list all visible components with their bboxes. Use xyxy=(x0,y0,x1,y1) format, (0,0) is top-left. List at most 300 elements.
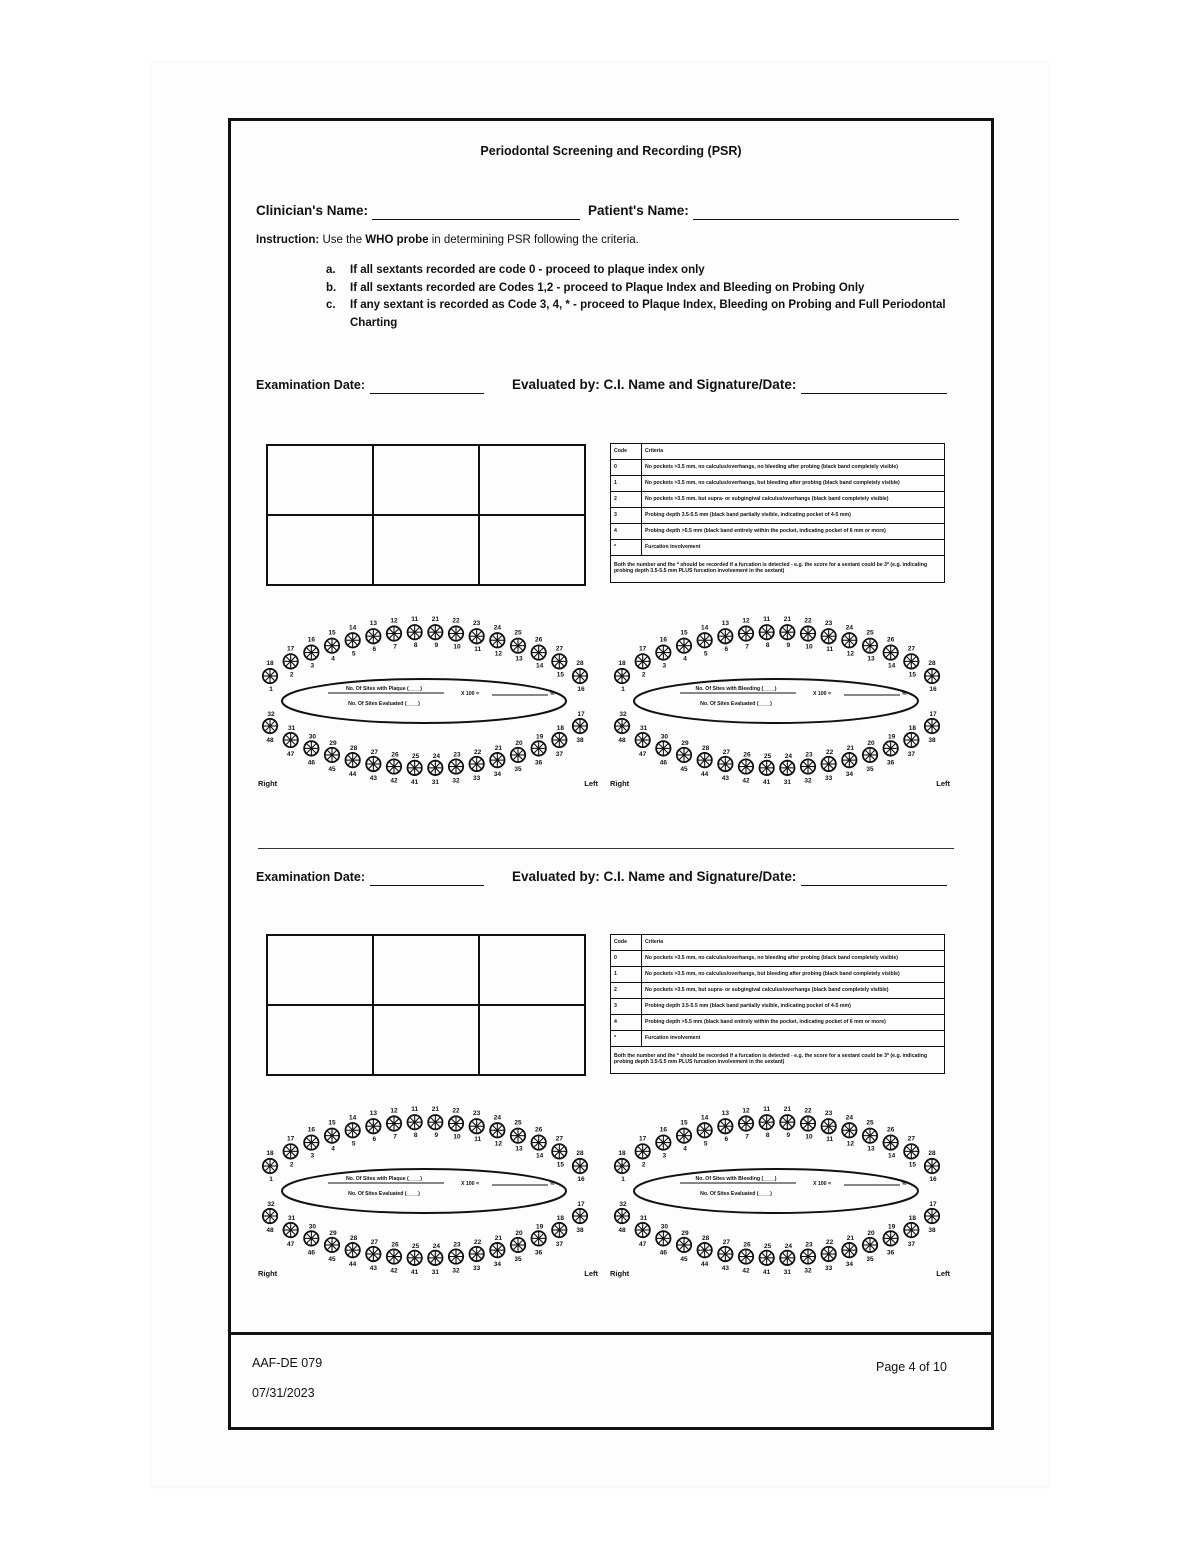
tooth-icon[interactable] xyxy=(718,1247,732,1261)
tooth-number: 1 xyxy=(269,686,273,693)
code-row xyxy=(611,476,945,492)
tooth-icon[interactable] xyxy=(304,741,318,755)
tooth-number: 43 xyxy=(369,1264,377,1272)
tooth-number: 7 xyxy=(745,1133,749,1141)
tooth-icon[interactable] xyxy=(842,633,856,647)
code-row xyxy=(611,1031,945,1047)
tooth-icon[interactable] xyxy=(615,719,629,733)
tooth-icon[interactable] xyxy=(511,1128,525,1142)
tooth-icon[interactable] xyxy=(677,1128,691,1142)
code-value: 0 xyxy=(611,951,642,967)
tooth-icon[interactable] xyxy=(531,645,545,659)
tooth-number: 23 xyxy=(473,1110,481,1118)
tooth-icon[interactable] xyxy=(677,638,691,652)
tooth-icon[interactable] xyxy=(821,1119,835,1133)
tooth-number: 46 xyxy=(659,1249,667,1257)
tooth-number: 25 xyxy=(764,752,772,760)
tooth-icon[interactable] xyxy=(428,625,442,639)
tooth-icon[interactable] xyxy=(718,757,732,771)
tooth-icon[interactable] xyxy=(656,1135,670,1149)
code-row xyxy=(611,999,945,1015)
tooth-number: 27 xyxy=(907,1135,915,1143)
tooth-icon[interactable] xyxy=(490,753,504,767)
code-value: * xyxy=(611,1031,642,1047)
tooth-number: 24 xyxy=(432,752,440,760)
tooth-icon[interactable] xyxy=(656,741,670,755)
tooth-icon[interactable] xyxy=(801,1116,815,1130)
criteria-item xyxy=(326,280,946,298)
tooth-number: 27 xyxy=(722,748,730,756)
tooth-number: 10 xyxy=(805,643,813,651)
tooth-icon[interactable] xyxy=(366,1247,380,1261)
tooth-icon[interactable] xyxy=(925,1159,939,1173)
tooth-icon[interactable] xyxy=(759,761,773,775)
index-denominator: No. Of Sites Evaluated (____) xyxy=(700,1191,772,1197)
tooth-icon[interactable] xyxy=(904,1223,918,1237)
tooth-number: 8 xyxy=(765,1132,770,1140)
tooth-icon[interactable] xyxy=(883,1231,897,1245)
tooth-number: 24 xyxy=(845,1114,853,1122)
tooth-icon[interactable] xyxy=(925,1209,939,1223)
tooth-number: 24 xyxy=(784,752,792,760)
tooth-icon[interactable] xyxy=(345,633,359,647)
tooth-number: 23 xyxy=(473,620,481,628)
tooth-icon[interactable] xyxy=(635,1223,649,1237)
tooth-number: 24 xyxy=(493,624,501,632)
right-label: Right xyxy=(610,779,630,788)
tooth-number: 29 xyxy=(329,739,337,747)
tooth-number: 11 xyxy=(763,1106,771,1114)
tooth-number: 46 xyxy=(307,759,315,767)
tooth-icon[interactable] xyxy=(304,1231,318,1245)
tooth-number: 25 xyxy=(866,629,874,637)
tooth-icon[interactable] xyxy=(552,1144,566,1158)
tooth-number: 25 xyxy=(412,1242,420,1250)
tooth-icon[interactable] xyxy=(428,761,442,775)
exam-date-field[interactable] xyxy=(256,868,484,886)
code-criteria: No pockets >3.5 mm, no calculus/overhangs, but bleeding after probing (black band completely visible) xyxy=(642,476,945,492)
tooth-icon[interactable] xyxy=(449,759,463,773)
tooth-number: 14 xyxy=(536,1152,544,1160)
tooth-icon[interactable] xyxy=(801,759,815,773)
tooth-number: 16 xyxy=(929,1176,937,1183)
tooth-number: 27 xyxy=(555,645,563,653)
tooth-icon[interactable] xyxy=(263,1209,277,1223)
instruction-pre: Use the xyxy=(322,234,363,246)
tooth-number: 31 xyxy=(640,1214,648,1222)
tooth-number: 32 xyxy=(804,777,812,785)
tooth-number: 24 xyxy=(845,624,853,632)
clinician-name-field[interactable] xyxy=(256,202,580,220)
index-denominator: No. Of Sites Evaluated (____) xyxy=(348,701,420,707)
tooth-number: 16 xyxy=(307,1126,315,1134)
tooth-icon[interactable] xyxy=(904,733,918,747)
tooth-icon[interactable] xyxy=(904,654,918,668)
sextant-cell[interactable] xyxy=(479,935,585,1005)
sextant-cell[interactable] xyxy=(373,445,479,515)
tooth-icon[interactable] xyxy=(407,625,421,639)
tooth-icon[interactable] xyxy=(780,1115,794,1129)
tooth-number: 15 xyxy=(328,629,336,637)
tooth-number: 22 xyxy=(804,617,812,625)
tooth-number: 20 xyxy=(867,1229,875,1237)
sextant-grid xyxy=(266,934,586,1076)
tooth-icon[interactable] xyxy=(490,1243,504,1257)
tooth-icon[interactable] xyxy=(821,1247,835,1261)
tooth-icon[interactable] xyxy=(842,1123,856,1137)
tooth-number: 18 xyxy=(618,660,626,667)
tooth-icon[interactable] xyxy=(511,748,525,762)
code-criteria: No pockets >3.5 mm, but supra- or subgingival calculus/overhangs (black band completely visible) xyxy=(642,983,945,999)
tooth-icon[interactable] xyxy=(573,1209,587,1223)
tooth-icon[interactable] xyxy=(428,1251,442,1265)
exam-date-line[interactable] xyxy=(370,381,484,394)
tooth-icon[interactable] xyxy=(635,654,649,668)
tooth-icon[interactable] xyxy=(739,1116,753,1130)
tooth-icon[interactable] xyxy=(883,1135,897,1149)
tooth-icon[interactable] xyxy=(449,1249,463,1263)
tooth-number: 18 xyxy=(908,724,916,732)
tooth-icon[interactable] xyxy=(863,1238,877,1252)
tooth-icon[interactable] xyxy=(407,1115,421,1129)
tooth-icon[interactable] xyxy=(325,748,339,762)
tooth-icon[interactable] xyxy=(366,629,380,643)
tooth-number: 6 xyxy=(724,646,729,654)
sextant-cell[interactable] xyxy=(479,1005,585,1075)
tooth-icon[interactable] xyxy=(904,1144,918,1158)
tooth-number: 30 xyxy=(308,733,316,741)
code-value: 1 xyxy=(611,476,642,492)
document-code: AAF-DE 079 xyxy=(252,1356,323,1370)
tooth-number: 11 xyxy=(411,616,419,624)
tooth-number: 17 xyxy=(577,1201,585,1208)
tooth-icon[interactable] xyxy=(304,1135,318,1149)
tooth-number: 5 xyxy=(703,650,708,658)
tooth-number: 6 xyxy=(372,1136,377,1144)
tooth-icon[interactable] xyxy=(325,1238,339,1252)
criteria-item xyxy=(326,297,946,332)
tooth-number: 23 xyxy=(453,1241,461,1249)
document-date: 07/31/2023 xyxy=(252,1386,315,1400)
tooth-icon[interactable] xyxy=(552,733,566,747)
tooth-icon[interactable] xyxy=(325,638,339,652)
tooth-icon[interactable] xyxy=(615,1209,629,1223)
tooth-icon[interactable] xyxy=(573,1159,587,1173)
tooth-icon[interactable] xyxy=(615,1159,629,1173)
tooth-icon[interactable] xyxy=(449,1116,463,1130)
tooth-number: 25 xyxy=(412,752,420,760)
tooth-icon[interactable] xyxy=(801,626,815,640)
tooth-icon[interactable] xyxy=(801,1249,815,1263)
tooth-number: 1 xyxy=(621,686,625,693)
tooth-icon[interactable] xyxy=(925,719,939,733)
tooth-icon[interactable] xyxy=(739,759,753,773)
tooth-number: 4 xyxy=(683,1145,687,1153)
tooth-icon[interactable] xyxy=(780,761,794,775)
tooth-number: 17 xyxy=(639,1135,647,1143)
tooth-number: 41 xyxy=(411,778,419,786)
code-note-row xyxy=(611,556,945,583)
tooth-icon[interactable] xyxy=(718,1119,732,1133)
tooth-icon[interactable] xyxy=(883,741,897,755)
tooth-number: 25 xyxy=(866,1119,874,1127)
patient-name-label: Patient's Name: xyxy=(588,203,689,218)
tooth-icon[interactable] xyxy=(863,1128,877,1142)
tooth-icon[interactable] xyxy=(739,1249,753,1263)
tooth-icon[interactable] xyxy=(469,1119,483,1133)
tooth-icon[interactable] xyxy=(759,1251,773,1265)
tooth-icon[interactable] xyxy=(739,626,753,640)
tooth-icon[interactable] xyxy=(697,753,711,767)
tooth-number: 21 xyxy=(846,1235,854,1243)
tooth-icon[interactable] xyxy=(407,1251,421,1265)
tooth-icon[interactable] xyxy=(821,629,835,643)
tooth-number: 25 xyxy=(514,1119,522,1127)
tooth-number: 21 xyxy=(494,745,502,753)
tooth-icon[interactable] xyxy=(697,633,711,647)
tooth-icon[interactable] xyxy=(387,626,401,640)
tooth-icon[interactable] xyxy=(345,753,359,767)
tooth-number: 36 xyxy=(887,1249,895,1257)
exam-date-field[interactable] xyxy=(256,376,484,394)
tooth-icon[interactable] xyxy=(511,1238,525,1252)
tooth-number: 32 xyxy=(619,711,627,718)
tooth-icon[interactable] xyxy=(387,1116,401,1130)
evaluator-field[interactable] xyxy=(512,376,947,394)
tooth-number: 2 xyxy=(289,671,294,679)
tooth-number: 7 xyxy=(393,1133,397,1141)
tooth-number: 32 xyxy=(804,1267,812,1275)
exam-date-label: Examination Date: xyxy=(256,378,366,392)
sextant-cell[interactable] xyxy=(373,1005,479,1075)
form-title: Periodontal Screening and Recording (PSR) xyxy=(480,144,742,158)
tooth-number: 42 xyxy=(390,777,398,785)
bleeding-index-chart xyxy=(608,1094,958,1288)
tooth-icon[interactable] xyxy=(531,1135,545,1149)
tooth-number: 28 xyxy=(702,745,710,753)
index-multiplier: X 100 = xyxy=(812,691,832,697)
patient-name-field[interactable] xyxy=(588,202,959,220)
tooth-number: 12 xyxy=(390,617,398,625)
tooth-number: 13 xyxy=(369,620,377,628)
tooth-number: 8 xyxy=(413,642,418,650)
tooth-icon[interactable] xyxy=(345,1123,359,1137)
tooth-icon[interactable] xyxy=(469,757,483,771)
page-number: Page 4 of 10 xyxy=(876,1360,947,1374)
evaluator-line[interactable] xyxy=(801,381,947,394)
evaluator-line[interactable] xyxy=(801,873,947,886)
tooth-icon[interactable] xyxy=(366,757,380,771)
tooth-icon[interactable] xyxy=(677,748,691,762)
tooth-icon[interactable] xyxy=(780,1251,794,1265)
tooth-number: 41 xyxy=(763,778,771,786)
tooth-number: 36 xyxy=(535,759,543,767)
tooth-icon[interactable] xyxy=(283,1223,297,1237)
tooth-icon[interactable] xyxy=(656,1231,670,1245)
right-label: Right xyxy=(610,1269,630,1278)
tooth-icon[interactable] xyxy=(780,625,794,639)
tooth-number: 1 xyxy=(621,1176,625,1183)
criteria-marker: b. xyxy=(326,281,337,294)
tooth-icon[interactable] xyxy=(635,733,649,747)
tooth-number: 25 xyxy=(514,629,522,637)
tooth-icon[interactable] xyxy=(615,669,629,683)
tooth-icon[interactable] xyxy=(697,1123,711,1137)
patient-name-line[interactable] xyxy=(693,207,959,220)
tooth-icon[interactable] xyxy=(842,753,856,767)
tooth-icon[interactable] xyxy=(759,625,773,639)
tooth-number: 32 xyxy=(267,711,275,718)
tooth-icon[interactable] xyxy=(283,1144,297,1158)
left-label: Left xyxy=(584,779,598,788)
tooth-number: 21 xyxy=(431,1106,439,1114)
tooth-number: 33 xyxy=(825,774,833,782)
exam-date-label: Examination Date: xyxy=(256,870,366,884)
tooth-number: 26 xyxy=(887,636,895,644)
tooth-number: 14 xyxy=(701,624,709,632)
tooth-icon[interactable] xyxy=(677,1238,691,1252)
sextant-cell[interactable] xyxy=(267,445,373,515)
left-label: Left xyxy=(936,779,950,788)
tooth-number: 19 xyxy=(888,1223,896,1231)
tooth-number: 9 xyxy=(434,1132,439,1140)
tooth-number: 31 xyxy=(783,1268,791,1276)
criteria-text: If all sextants recorded are Codes 1,2 - proceed to Plaque Index and Bleeding on Probing Only xyxy=(350,281,865,294)
tooth-icon[interactable] xyxy=(387,759,401,773)
exam-date-line[interactable] xyxy=(370,873,484,886)
code-row xyxy=(611,983,945,999)
evaluator-field[interactable] xyxy=(512,868,947,886)
sextant-cell[interactable] xyxy=(267,1005,373,1075)
tooth-number: 22 xyxy=(474,1238,482,1246)
tooth-number: 12 xyxy=(742,1107,750,1115)
sextant-cell[interactable] xyxy=(267,515,373,585)
instruction-text xyxy=(256,234,639,246)
sextant-cell[interactable] xyxy=(373,515,479,585)
tooth-icon[interactable] xyxy=(863,748,877,762)
tooth-icon[interactable] xyxy=(449,626,463,640)
tooth-icon[interactable] xyxy=(387,1249,401,1263)
tooth-icon[interactable] xyxy=(428,1115,442,1129)
index-multiplier: X 100 = xyxy=(460,691,480,697)
tooth-number: 34 xyxy=(845,1261,853,1269)
tooth-number: 33 xyxy=(825,1264,833,1272)
tooth-number: 17 xyxy=(287,1135,295,1143)
tooth-number: 1 xyxy=(269,1176,273,1183)
tooth-icon[interactable] xyxy=(345,1243,359,1257)
tooth-icon[interactable] xyxy=(718,629,732,643)
sextant-cell[interactable] xyxy=(267,935,373,1005)
tooth-icon[interactable] xyxy=(263,1159,277,1173)
tooth-icon[interactable] xyxy=(863,638,877,652)
tooth-number: 16 xyxy=(659,636,667,644)
sextant-cell[interactable] xyxy=(373,935,479,1005)
tooth-number: 31 xyxy=(288,724,296,732)
percent-sign: % xyxy=(549,691,555,697)
tooth-icon[interactable] xyxy=(573,669,587,683)
tooth-icon[interactable] xyxy=(469,1247,483,1261)
code-criteria: Probing depth >5.5 mm (black band entirely within the pocket, indicating pocket of 6 mm or more) xyxy=(642,524,945,540)
code-value: 2 xyxy=(611,983,642,999)
sextant-cell[interactable] xyxy=(479,515,585,585)
tooth-number: 32 xyxy=(267,1201,275,1208)
tooth-number: 45 xyxy=(680,1255,688,1263)
tooth-number: 31 xyxy=(783,778,791,786)
tooth-icon[interactable] xyxy=(759,1115,773,1129)
tooth-icon[interactable] xyxy=(573,719,587,733)
left-label: Left xyxy=(936,1269,950,1278)
tooth-icon[interactable] xyxy=(511,638,525,652)
tooth-icon[interactable] xyxy=(325,1128,339,1142)
tooth-icon[interactable] xyxy=(304,645,318,659)
tooth-number: 21 xyxy=(494,1235,502,1243)
tooth-number: 48 xyxy=(618,737,626,744)
tooth-number: 45 xyxy=(680,765,688,773)
sextant-cell[interactable] xyxy=(479,445,585,515)
tooth-icon[interactable] xyxy=(925,669,939,683)
tooth-number: 7 xyxy=(393,643,397,651)
tooth-icon[interactable] xyxy=(490,1123,504,1137)
psr-code-table xyxy=(610,934,945,1074)
tooth-number: 47 xyxy=(639,750,647,758)
tooth-icon[interactable] xyxy=(883,645,897,659)
tooth-icon[interactable] xyxy=(366,1119,380,1133)
tooth-icon[interactable] xyxy=(635,1144,649,1158)
tooth-number: 22 xyxy=(452,617,460,625)
tooth-number: 12 xyxy=(846,1140,854,1148)
clinician-name-line[interactable] xyxy=(372,207,580,220)
tooth-number: 28 xyxy=(350,1235,358,1243)
code-row xyxy=(611,1015,945,1031)
tooth-icon[interactable] xyxy=(552,1223,566,1237)
tooth-number: 32 xyxy=(619,1201,627,1208)
tooth-icon[interactable] xyxy=(531,741,545,755)
tooth-number: 9 xyxy=(434,642,439,650)
tooth-number: 15 xyxy=(556,1161,564,1169)
tooth-number: 10 xyxy=(805,1133,813,1141)
tooth-icon[interactable] xyxy=(283,654,297,668)
tooth-number: 37 xyxy=(907,1240,915,1248)
tooth-number: 41 xyxy=(411,1268,419,1276)
tooth-number: 2 xyxy=(289,1161,294,1169)
code-header: Code xyxy=(611,935,642,951)
instruction-prefix: Instruction: xyxy=(256,234,320,246)
tooth-number: 35 xyxy=(514,1255,522,1263)
code-note-row xyxy=(611,1047,945,1074)
tooth-icon[interactable] xyxy=(469,629,483,643)
tooth-icon[interactable] xyxy=(531,1231,545,1245)
tooth-icon[interactable] xyxy=(407,761,421,775)
left-label: Left xyxy=(584,1269,598,1278)
tooth-icon[interactable] xyxy=(656,645,670,659)
tooth-icon[interactable] xyxy=(283,733,297,747)
tooth-icon[interactable] xyxy=(263,669,277,683)
tooth-icon[interactable] xyxy=(263,719,277,733)
tooth-number: 18 xyxy=(556,724,564,732)
tooth-icon[interactable] xyxy=(842,1243,856,1257)
tooth-number: 20 xyxy=(515,739,523,747)
tooth-number: 16 xyxy=(577,1176,585,1183)
tooth-number: 4 xyxy=(331,655,335,663)
tooth-icon[interactable] xyxy=(821,757,835,771)
tooth-icon[interactable] xyxy=(552,654,566,668)
tooth-icon[interactable] xyxy=(490,633,504,647)
tooth-number: 12 xyxy=(494,1140,502,1148)
tooth-icon[interactable] xyxy=(697,1243,711,1257)
tooth-number: 34 xyxy=(845,771,853,779)
tooth-number: 17 xyxy=(929,1201,937,1208)
tooth-number: 37 xyxy=(555,750,563,758)
